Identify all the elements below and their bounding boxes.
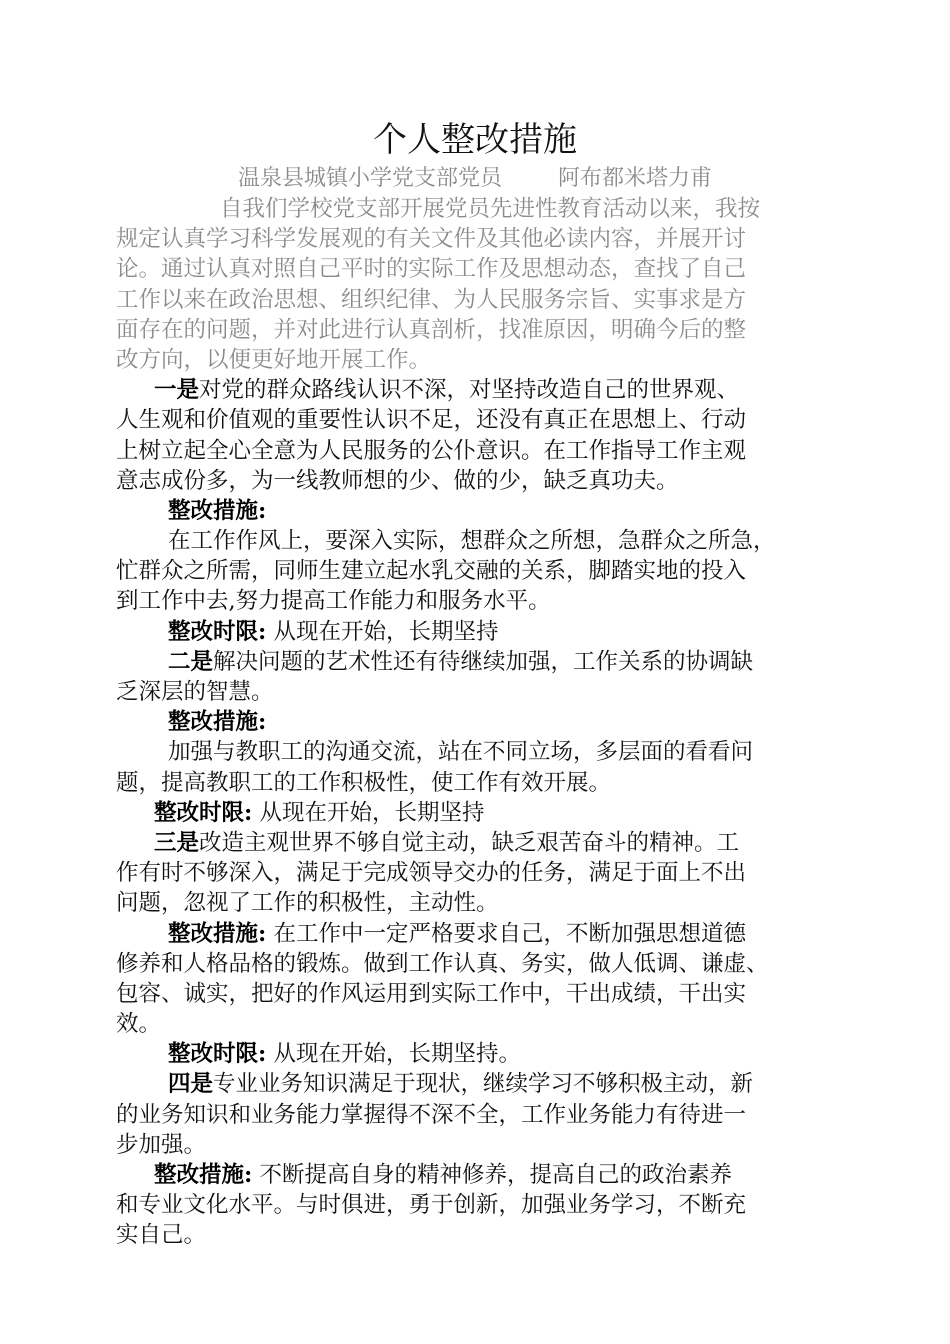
point-2-line: 乏深层的智慧。 [116, 679, 274, 705]
deadline-text: 从现在开始，长期坚持 [252, 799, 485, 826]
deadline-2 [116, 798, 836, 828]
deadline-3 [116, 1039, 836, 1069]
measures-2-line: 加强与教职工的沟通交流，站在不同立场，多层面的看看问 [168, 739, 754, 766]
point-4-text: 专业业务知识满足于现状，继续学习不够积极主动，新 [213, 1071, 754, 1098]
point-3-line: 问题，忽视了工作的积极性，主动性。 [116, 890, 499, 917]
measures-label: 整改措施: [168, 709, 267, 736]
point-3-label: 三是 [154, 829, 200, 856]
point-1-line: 人生观和价值观的重要性认识不足，还没有真正在思想上、行动 [116, 407, 747, 434]
measures-3-text: 在工作中一定严格要求自己，不断加强思想道德 [266, 920, 746, 947]
measures-4-heading [116, 1160, 836, 1190]
point-4-label: 四是 [168, 1071, 214, 1098]
measures-2-line: 题，提高教职工的工作积极性，使工作有效开展。 [116, 769, 612, 796]
point-1-text: 对党的群众路线认识不深，对坚持改造自己的世界观、 [199, 377, 740, 404]
point-1-line: 上树立起全心全意为人民服务的公仆意识。在工作指导工作主观 [116, 437, 747, 464]
measures-3-line: 效。 [116, 1011, 162, 1038]
measures-2-heading [116, 707, 836, 737]
measures-1-line: 到工作中去,努力提高工作能力和服务水平。 [116, 588, 551, 615]
point-1-label: 一是 [154, 377, 200, 404]
measures-label: 整改措施: [168, 497, 267, 524]
measures-3-line: 修养和人格品格的锻炼。做到工作认真、务实，做人低调、谦虚、 [116, 950, 769, 977]
point-1-line: 意志成份多，为一线教师想的少、做的少，缺乏真功夫。 [116, 467, 679, 494]
intro-line: 自我们学校党支部开展党员先进性教育活动以来，我按 [220, 196, 761, 222]
measures-1-line: 在工作作风上，要深入实际，想群众之所想，急群众之所急， [168, 528, 776, 555]
point-3-line: 作有时不够深入，满足于完成领导交办的任务，满足于面上不出 [116, 860, 747, 887]
point-2-label: 二是 [168, 648, 214, 675]
point-3-heading [116, 828, 836, 858]
point-4-line: 的业务知识和业务能力掌握得不深不全，工作业务能力有待进一 [116, 1101, 747, 1128]
intro-line: 规定认真学习科学发展观的有关文件及其他必读内容，并展开讨 [116, 226, 747, 253]
point-4-heading [116, 1069, 836, 1099]
measures-4-text: 不断提高自身的精神修养，提高自己的政治素养 [252, 1162, 732, 1188]
deadline-label: 整改时限: [168, 618, 267, 645]
document-subtitle: 温泉县城镇小学党支部党员 阿布都米塔力甫 [238, 166, 712, 191]
measures-label: 整改措施: [154, 1162, 253, 1188]
deadline-1 [116, 617, 836, 647]
document-body [116, 194, 836, 1251]
measures-label: 整改措施: [168, 920, 267, 947]
measures-3-heading [116, 919, 836, 949]
measures-3-line: 包容、诚实，把好的作风运用到实际工作中，干出成绩，干出实 [116, 980, 747, 1007]
deadline-label: 整改时限: [154, 799, 253, 826]
intro-line: 改方向，以便更好地开展工作。 [116, 346, 432, 373]
deadline-label: 整改时限: [168, 1041, 267, 1068]
point-2-heading [116, 647, 836, 677]
point-1-heading [116, 375, 836, 405]
point-4-line: 步加强。 [116, 1131, 207, 1158]
deadline-text: 从现在开始，长期坚持 [266, 618, 499, 645]
document-title: 个人整改措施 [373, 120, 577, 160]
measures-4-line: 实自己。 [116, 1222, 207, 1249]
point-3-text: 改造主观世界不够自觉主动，缺乏艰苦奋斗的精神。工 [199, 829, 740, 856]
measures-1-line: 忙群众之所需，同师生建立起水乳交融的关系，脚踏实地的投入 [116, 558, 747, 585]
deadline-text: 从现在开始，长期坚持。 [266, 1041, 521, 1068]
intro-line: 面存在的问题，并对此进行认真剖析，找准原因，明确今后的整 [116, 316, 747, 343]
measures-4-line: 和专业文化水平。与时俱进，勇于创新，加强业务学习，不断充 [116, 1192, 747, 1219]
intro-line: 论。通过认真对照自己平时的实际工作及思想动态，查找了自己 [116, 256, 747, 283]
intro-line: 工作以来在政治思想、组织纪律、为人民服务宗旨、实事求是方 [116, 286, 747, 313]
measures-1-heading [116, 496, 836, 526]
point-2-text: 解决问题的艺术性还有待继续加强，工作关系的协调缺 [213, 648, 754, 675]
